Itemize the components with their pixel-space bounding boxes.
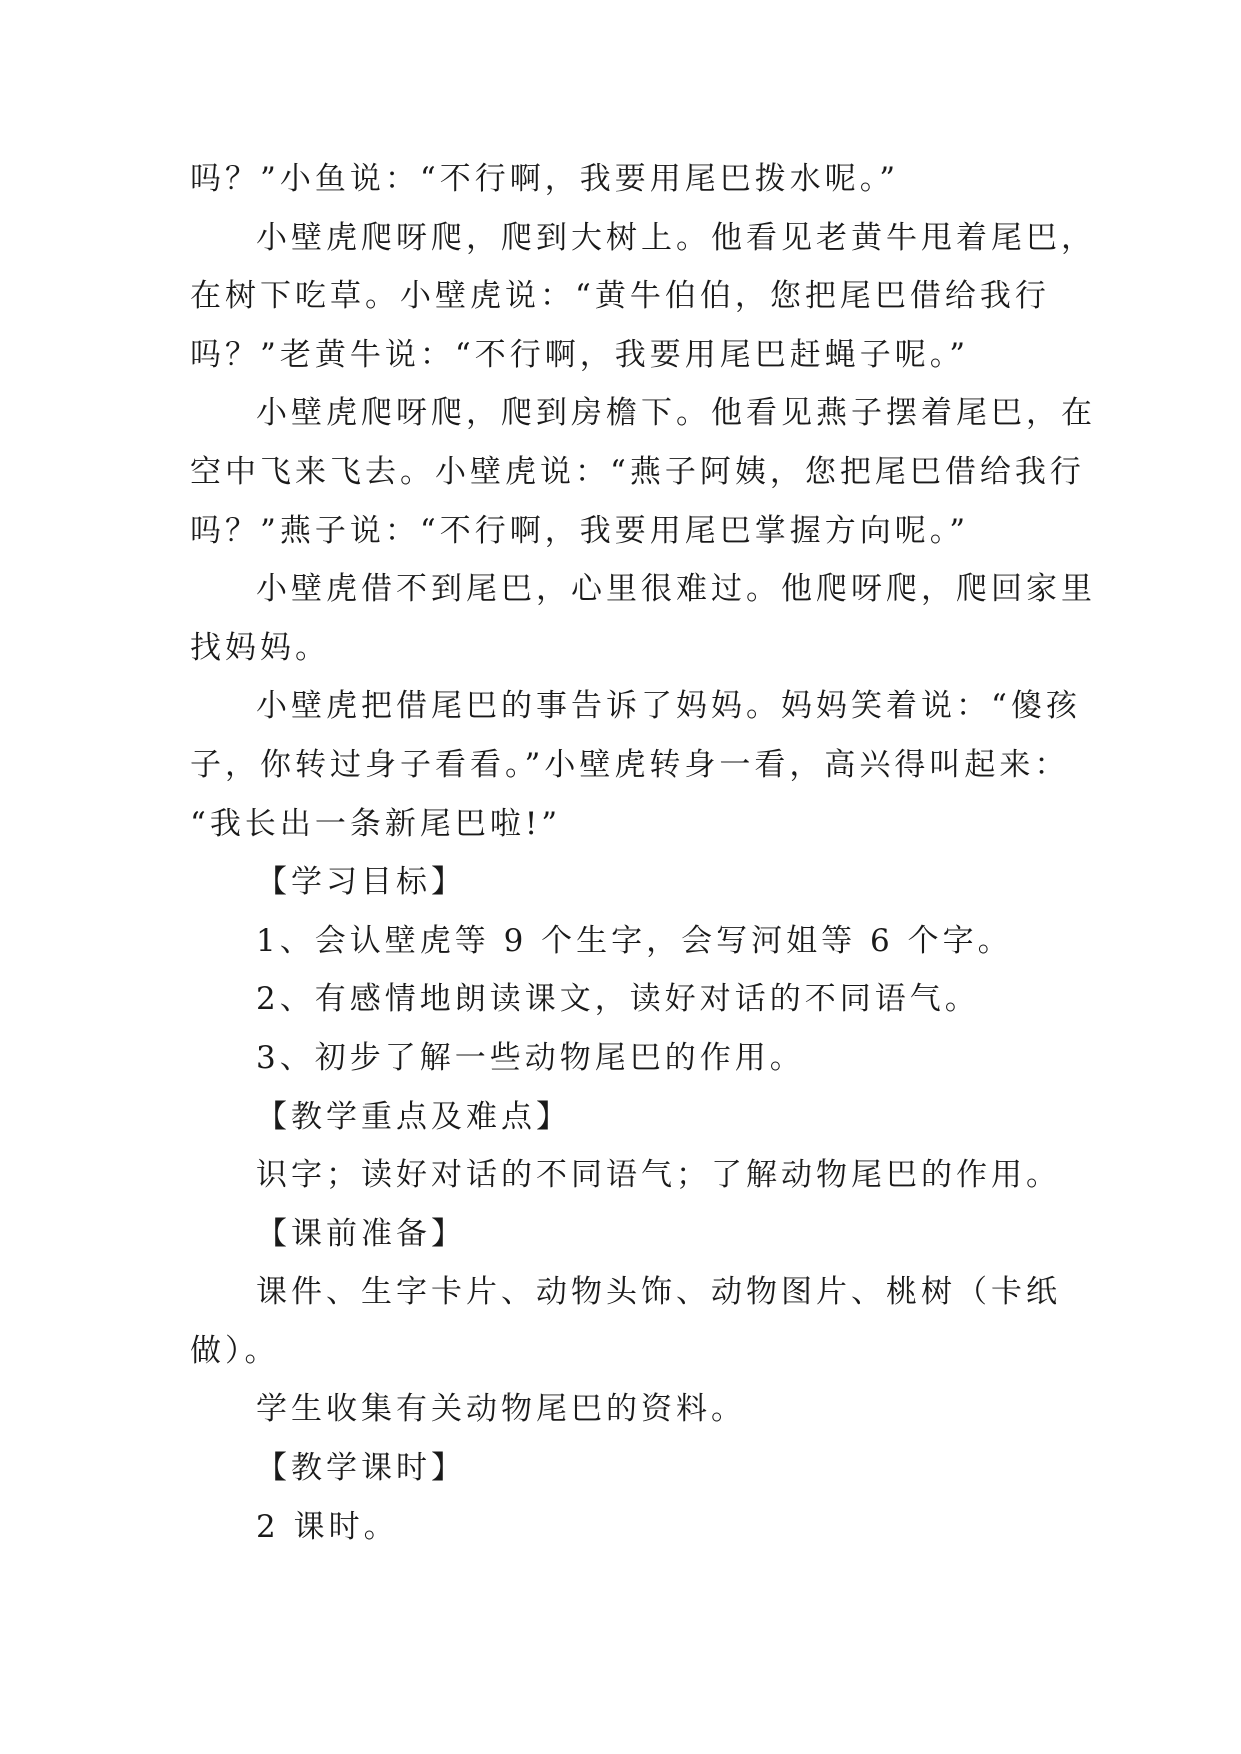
text-line: 学生收集有关动物尾巴的资料。 <box>256 1391 746 1428</box>
text-line: 吗？”燕子说：“不行啊，我要用尾巴掌握方向呢。” <box>190 512 970 549</box>
text-line: 子，你转过身子看看。”小壁虎转身一看，高兴得叫起来： <box>190 746 1070 783</box>
section-heading-class-hours: 【教学课时】 <box>256 1450 466 1487</box>
text-line: 小壁虎爬呀爬，爬到房檐下。他看见燕子摆着尾巴，在 <box>256 395 1096 432</box>
goal-item: 3、初步了解一些动物尾巴的作用。 <box>256 1039 805 1076</box>
text-line: 吗？”小鱼说：“不行啊，我要用尾巴拨水呢。” <box>190 161 900 197</box>
text-line: 小壁虎借不到尾巴，心里很难过。他爬呀爬，爬回家里 <box>256 571 1096 608</box>
goal-item: 2、有感情地朗读课文，读好对话的不同语气。 <box>256 981 980 1018</box>
section-heading-key-points: 【教学重点及难点】 <box>256 1098 571 1135</box>
text-line: “我长出一条新尾巴啦!” <box>190 805 562 842</box>
section-heading-preparation: 【课前准备】 <box>256 1215 466 1252</box>
text-line: 做）。 <box>190 1332 280 1369</box>
text-line: 空中飞来飞去。小壁虎说：“燕子阿姨，您把尾巴借给我行 <box>190 453 1085 490</box>
section-heading-learning-goals: 【学习目标】 <box>256 864 466 901</box>
text-line: 小壁虎把借尾巴的事告诉了妈妈。妈妈笑着说：“傻孩 <box>256 688 1081 725</box>
goal-item: 1、会认壁虎等 9 个生字，会写河姐等 6 个字。 <box>256 922 1013 959</box>
text-line: 识字；读好对话的不同语气；了解动物尾巴的作用。 <box>256 1157 1061 1194</box>
document-page <box>190 150 1096 1556</box>
text-line: 课件、生字卡片、动物头饰、动物图片、桃树（卡纸 <box>256 1274 1061 1311</box>
text-line: 吗？”老黄牛说：“不行啊，我要用尾巴赶蝇子呢。” <box>190 336 970 373</box>
text-line: 小壁虎爬呀爬，爬到大树上。他看见老黄牛甩着尾巴， <box>256 219 1096 256</box>
text-line: 找妈妈。 <box>190 629 330 666</box>
text-line: 2 课时。 <box>256 1508 399 1545</box>
text-line: 在树下吃草。小壁虎说：“黄牛伯伯，您把尾巴借给我行 <box>190 278 1050 315</box>
